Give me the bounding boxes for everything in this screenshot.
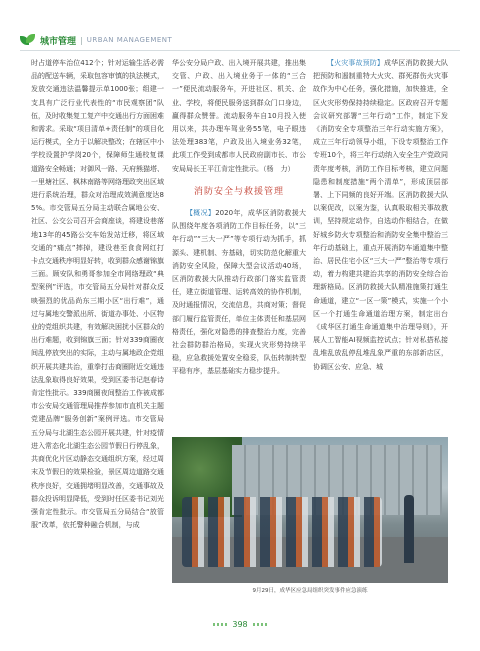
page-number: 398: [232, 620, 248, 629]
page-footer: [0, 620, 480, 629]
subsection-tag: 【火灾事故预防】: [327, 59, 384, 67]
section-title-cn: 城市管理: [40, 36, 77, 47]
author-signature: （杨 力）: [263, 164, 295, 173]
paragraph: 华公安分局户政、出入境开展共建，推出集交管、户政、出入境业务于一体的“三合一”便民流动服务车，开进社区、机关、企业、学校，将便民服务送到群众门口身边，赢得群众赞誉。流动服务车自10月投入使用以来，共办理车驾业务55笔，电子眼违法处理383笔，户政及出入境业务32笔，此项工作受到成都市人民政府副市长、市公安局局长王平江肯定性批示。（杨 力）: [172, 59, 306, 173]
text-column-3: [313, 57, 448, 374]
subsection-tag: 【概况】: [186, 209, 216, 218]
paragraph: 【火灾事故预防】成华区消防救援大队把预防和遏制重特大火灾、群死群伤火灾事故作为中心任务，强化措施，加快推进，全区火灾形势保持持续稳定。区政府召开专题会议研究部署“三年行动”工作，制定下发《消防安全专项整治三年行动实施方案》，成立三年行动领导小组，下设专项整治工作专班10个，将三年行动纳入安全生产党政同责年度考核，消防工作目标考核，建立问题隐患和制度措施“两个清单”，形成顶层部署、上下同频的良好开端。区消防救援大队以案促改，以案为鉴，认真吸取相关事故教训，坚持规定动作，自选动作相结合，在做好城乡防火专项整治和消防安全集中整治三年行动基础上，重点开展消防车通道集中整治、居民住宅小区“三大一严”整治等专项行动，着力构建共建治共享的消防安全综合治理新格局。区消防救援大队精准施策打通生命通道，建立“一区一策”模式，实施一个小区一个打通生命通道治理方案，制定出台《成华区打通生命通道集中治理导则》，开展人工智能AI视频监控试点；针对私搭私接乱堆乱放乱停乱堆乱象严重的东部新店区，协调区公安、应急、城: [313, 59, 448, 371]
photo-caption: 9月29日，成华区应急局组织突发事件应急演练: [252, 588, 368, 594]
text-column-2: [172, 57, 306, 379]
page-header: [20, 33, 172, 47]
section-title-en: URBAN MANAGEMENT: [86, 36, 173, 44]
section-heading: 消防安全与救援管理: [193, 186, 284, 197]
drill-photo: [172, 437, 448, 583]
paragraph: 时占道停车治位412个；针对运输生活必需品的配送车辆，采取包容审慎的执法模式，发放交通违法温馨提示单1000张；组建一支具有广泛行业代表性的“市民观察团”队伍，及时收集复工复产中交通出行方面困难和需求。采取“项目清单+责任制”的项目化运行模式，全力于以解决整改；在辖区中小学校设置护学岗20个，保障师生通校复课道路安全畅通；对御风一路、天府熊猫塔、一里塘社区、枫林南路等网络理政突出区域进行系统治理，群众对治理成效满意度达85%。市交管局五分局主动联合属地公安、社区、公交公司召开会商座谈，将建设巷落地13年的45路公交车始发站迁移，将区域交通的“痛点”摔掉，建设巷至食食网红打卡点交通秩序明显好转，收到群众感谢锦旗三面。顾安队和勇哥参加全市网络理政“典型案例”评选，市交管局五分局针对群众反映强烈的优品尚东三期小区“出行难”，通过与属地交警派出所、街道办事处、小区物业的党组织共建，有效解决困扰小区群众的出行难题，收到锦旗三面；针对339商圈夜间乱停放突出的实际，主动与属地政企党组织开展共建共治，重拳打击商圈附近交通违法乱象取得良好效果，受到区委书记赵春诗肯定性批示。339商圈夜间整治工作被成都市公安局交通管理局推荐参加市直机关主题党建品牌“服务创新”案例评选。市交管局五分局与北湖生态公园开展共建，针对疫情进入常态化北湖生态公园节假日行停乱象，共商优化片区动静态交通组织方案，经过周末及节假日的效果检验，景区周边道路交通秩序良好，交通拥堵明显改善，交通事故及群众投诉明显降低，受到时任区委书记刘光强肯定性批示。市交管局五分局结合“放管服”改革，依托警种融合机制，与成: [31, 59, 164, 530]
header-separator: |: [80, 35, 83, 45]
footer-ornament: [213, 623, 227, 626]
text-column-1: [31, 57, 164, 532]
paragraph: 【概况】2020年，成华区消防救援大队围绕年度各项消防工作目标任务，以“三年行动”“三大一严”等专项行动为抓手，抓源头、建机制、夯基础，切实防范化解重大消防安全风险，保障大型会议活动40场，区消防救援大队推动行政部门落实监管责任，建立街道管理、运转高效的协作机制，及时通报情况，交流信息，共商对策；督促部门履行监管责任，单位主体责任和基层网格责任，强化对隐患的排查整治力度，完善社会群防群治格局，实现火灾形势持续平稳，应急救援处置安全稳妥，队伍转制转型平稳有序，基层基础实力稳步提升。: [172, 209, 306, 376]
green-leaf-logo-icon: [20, 34, 36, 46]
header-divider: [20, 50, 460, 51]
footer-ornament: [253, 623, 267, 626]
